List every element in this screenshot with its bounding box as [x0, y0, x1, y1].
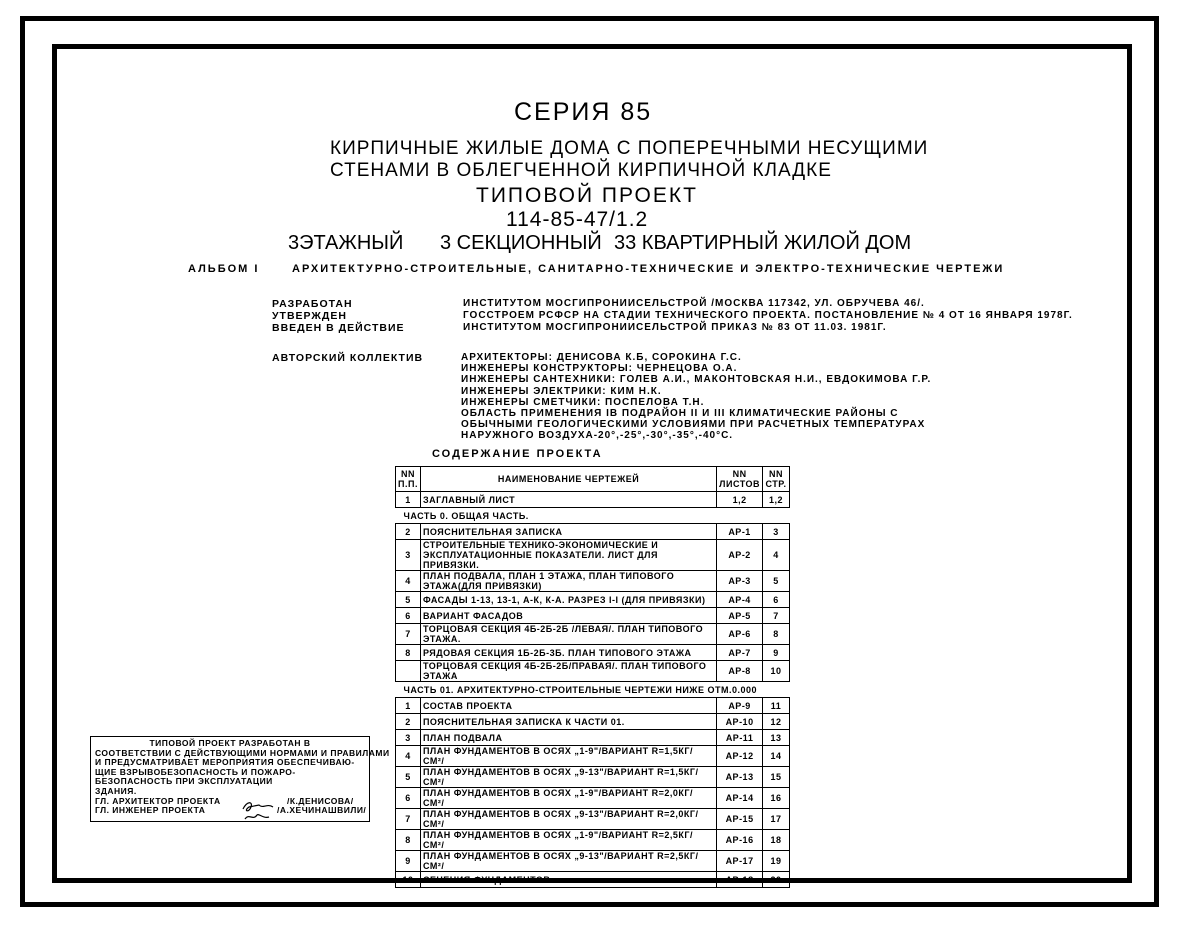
row-title: ПОЯСНИТЕЛЬНАЯ ЗАПИСКА	[420, 524, 716, 540]
album-line	[188, 263, 1004, 275]
row-sheets: АР-18	[717, 872, 763, 888]
project-number: 114-85-47/1.2	[506, 208, 649, 231]
contents-body	[396, 492, 790, 888]
row-number: 4	[396, 571, 421, 592]
section-heading: ЧАСТЬ 01. АРХИТЕКТУРНО-СТРОИТЕЛЬНЫЕ ЧЕРТЕЖИ НИЖЕ ОТМ.0.000	[396, 682, 790, 698]
row-pages: 1,2	[763, 492, 790, 508]
table-row	[396, 608, 790, 624]
row-pages: 19	[763, 851, 790, 872]
row-sheets: АР-11	[717, 730, 763, 746]
row-sheets: АР-5	[717, 608, 763, 624]
row-number: 1	[396, 492, 421, 508]
row-title: ПЛАН ПОДВАЛА	[420, 730, 716, 746]
note-line: ТИПОВОЙ ПРОЕКТ РАЗРАБОТАН В	[149, 738, 311, 748]
table-row	[396, 809, 790, 830]
table-row	[396, 571, 790, 592]
row-title: ПЛАН ПОДВАЛА, ПЛАН 1 ЭТАЖА, ПЛАН ТИПОВОГО ЭТАЖА(ДЛЯ ПРИВЯЗКИ)	[420, 571, 716, 592]
note-line: БЕЗОПАСНОСТЬ ПРИ ЭКСПЛУАТАЦИИ	[95, 776, 273, 787]
album-text: АРХИТЕКТУРНО-СТРОИТЕЛЬНЫЕ, САНИТАРНО-ТЕХНИЧЕСКИЕ И ЭЛЕКТРО-ТЕХНИЧЕСКИЕ ЧЕРТЕЖИ	[292, 263, 1005, 275]
row-sheets: АР-12	[717, 746, 763, 767]
row-title: ПЛАН ФУНДАМЕНТОВ В ОСЯХ „9-13"/ВАРИАНТ R=2,0КГ/СМ²/	[420, 809, 716, 830]
row-sheets: АР-2	[717, 540, 763, 571]
engineer-name: /А.ХЕЧИНАШВИЛИ/	[277, 805, 367, 816]
row-pages: 16	[763, 788, 790, 809]
table-row	[396, 624, 790, 645]
author-line: ИНЖЕНЕРЫ САНТЕХНИКИ: ГОЛЕВ А.И., МАКОНТОВСКАЯ Н.И., ЕВДОКИМОВА Г.Р.	[461, 374, 932, 386]
row-number: 10	[396, 872, 421, 888]
row-number: 2	[396, 524, 421, 540]
table-row	[396, 492, 790, 508]
row-number	[396, 661, 421, 682]
row-pages: 11	[763, 698, 790, 714]
house-floors: 3ЭТАЖНЫЙ	[288, 232, 404, 254]
row-pages: 7	[763, 608, 790, 624]
table-row	[396, 788, 790, 809]
row-number: 8	[396, 830, 421, 851]
row-title: ВАРИАНТ ФАСАДОВ	[420, 608, 716, 624]
series-title: СЕРИЯ 85	[514, 98, 653, 126]
table-row	[396, 592, 790, 608]
row-title: ПЛАН ФУНДАМЕНТОВ В ОСЯХ „1-9"/ВАРИАНТ R=2,0КГ/СМ²/	[420, 788, 716, 809]
row-sheets: 1,2	[717, 492, 763, 508]
row-title: ПОЯСНИТЕЛЬНАЯ ЗАПИСКА К ЧАСТИ 01.	[420, 714, 716, 730]
row-number: 4	[396, 746, 421, 767]
row-pages: 12	[763, 714, 790, 730]
row-title: ПЛАН ФУНДАМЕНТОВ В ОСЯХ „9-13"/ВАРИАНТ R=2,5КГ/СМ²/	[420, 851, 716, 872]
row-sheets: АР-14	[717, 788, 763, 809]
table-row	[396, 851, 790, 872]
info-label: РАЗРАБОТАН	[272, 298, 353, 310]
row-title: СЕЧЕНИЯ ФУНДАМЕНТОВ	[420, 872, 716, 888]
row-sheets: АР-16	[717, 830, 763, 851]
row-title: ТОРЦОВАЯ СЕКЦИЯ 4Б-2Б-2Б/ПРАВАЯ/. ПЛАН ТИПОВОГО ЭТАЖА	[420, 661, 716, 682]
row-title: ПЛАН ФУНДАМЕНТОВ В ОСЯХ „1-9"/ВАРИАНТ R=1,5КГ/СМ²/	[420, 746, 716, 767]
table-row	[396, 645, 790, 661]
row-number: 5	[396, 592, 421, 608]
table-row	[396, 661, 790, 682]
table-row	[396, 830, 790, 851]
row-pages: 17	[763, 809, 790, 830]
contents-table	[395, 466, 790, 888]
table-row	[396, 714, 790, 730]
row-sheets: АР-3	[717, 571, 763, 592]
row-number: 7	[396, 809, 421, 830]
note-line: И ПРЕДУСМАТРИВАЕТ МЕРОПРИЯТИЯ ОБЕСПЕЧИВАЮ-	[95, 757, 355, 768]
house-sections: 3 СЕКЦИОННЫЙ	[440, 232, 602, 254]
row-pages: 3	[763, 524, 790, 540]
row-number: 1	[396, 698, 421, 714]
author-line: ИНЖЕНЕРЫ СМЕТЧИКИ: ПОСПЕЛОВА Т.Н.	[461, 396, 705, 408]
note-line: ЗДАНИЯ.	[95, 785, 137, 796]
house-apartments: 33 КВАРТИРНЫЙ ЖИЛОЙ ДОМ	[614, 232, 912, 254]
table-row	[396, 682, 790, 698]
header-sheets: NN ЛИСТОВ	[717, 467, 763, 492]
engineer-line	[95, 806, 365, 816]
info-value: ИНСТИТУТОМ МОСГИПРОНИИСЕЛЬСТРОЙ ПРИКАЗ № 83 ОТ 11.03. 1981Г.	[463, 322, 887, 333]
row-number: 5	[396, 767, 421, 788]
row-pages: 20	[763, 872, 790, 888]
row-sheets: АР-10	[717, 714, 763, 730]
row-sheets: АР-13	[717, 767, 763, 788]
row-pages: 4	[763, 540, 790, 571]
row-number: 3	[396, 730, 421, 746]
table-row	[396, 872, 790, 888]
author-line: ОБЫЧНЫМИ ГЕОЛОГИЧЕСКИМИ УСЛОВИЯМИ ПРИ РАСЧЕТНЫХ ТЕМПЕРАТУРАХ	[461, 419, 926, 431]
header-title: НАИМЕНОВАНИЕ ЧЕРТЕЖЕЙ	[420, 467, 716, 492]
row-sheets: АР-9	[717, 698, 763, 714]
row-pages: 10	[763, 661, 790, 682]
table-row	[396, 508, 790, 524]
row-number: 9	[396, 851, 421, 872]
row-pages: 6	[763, 592, 790, 608]
header-pages: NN СТР.	[763, 467, 790, 492]
info-value: ГОССТРОЕМ РСФСР НА СТАДИИ ТЕХНИЧЕСКОГО ПРОЕКТА. ПОСТАНОВЛЕНИЕ № 4 ОТ 16 ЯНВАРЯ 1978Г.	[463, 310, 1073, 321]
row-number: 3	[396, 540, 421, 571]
row-sheets: АР-15	[717, 809, 763, 830]
row-sheets: АР-4	[717, 592, 763, 608]
contents-header-row	[396, 467, 790, 492]
row-sheets: АР-17	[717, 851, 763, 872]
author-line: ОБЛАСТЬ ПРИМЕНЕНИЯ IВ ПОДРАЙОН II И III КЛИМАТИЧЕСКИЕ РАЙОНЫ С	[461, 408, 899, 420]
row-number: 2	[396, 714, 421, 730]
row-sheets: АР-1	[717, 524, 763, 540]
authors-label: АВТОРСКИЙ КОЛЛЕКТИВ	[272, 352, 424, 364]
row-pages: 18	[763, 830, 790, 851]
row-title: ФАСАДЫ 1-13, 13-1, А-К, К-А. РАЗРЕЗ I-I (ДЛЯ ПРИВЯЗКИ)	[420, 592, 716, 608]
row-title: РЯДОВАЯ СЕКЦИЯ 1Б-2Б-3Б. ПЛАН ТИПОВОГО ЭТАЖА	[420, 645, 716, 661]
author-line: АРХИТЕКТОРЫ: ДЕНИСОВА К.Б, СОРОКИНА Г.С.	[461, 352, 742, 363]
section-heading: ЧАСТЬ 0. ОБЩАЯ ЧАСТЬ.	[396, 508, 790, 524]
signature-icon	[239, 799, 279, 823]
row-title: СТРОИТЕЛЬНЫЕ ТЕХНИКО-ЭКОНОМИЧЕСКИЕ И ЭКСПЛУАТАЦИОННЫЕ ПОКАЗАТЕЛИ. ЛИСТ ДЛЯ ПРИВЯЗКИ.	[420, 540, 716, 571]
album-label: АЛЬБОМ I	[188, 263, 260, 275]
compliance-note	[90, 736, 390, 822]
table-row	[396, 540, 790, 571]
row-pages: 5	[763, 571, 790, 592]
author-line: ИНЖЕНЕРЫ КОНСТРУКТОРЫ: ЧЕРНЕЦОВА О.А.	[461, 363, 738, 375]
project-label: ТИПОВОЙ ПРОЕКТ	[476, 184, 698, 207]
architect-name: /К.ДЕНИСОВА/	[287, 795, 354, 806]
info-labels	[272, 298, 405, 334]
row-sheets: АР-8	[717, 661, 763, 682]
row-title: СОСТАВ ПРОЕКТА	[420, 698, 716, 714]
authors-list	[461, 352, 931, 442]
engineer-role: ГЛ. ИНЖЕНЕР ПРОЕКТА	[95, 805, 206, 816]
row-pages: 8	[763, 624, 790, 645]
author-line: НАРУЖНОГО ВОЗДУХА-20°,-25°,-30°,-35°,-40°С.	[461, 430, 734, 442]
architect-role: ГЛ. АРХИТЕКТОР ПРОЕКТА	[95, 795, 221, 806]
row-title: ТОРЦОВАЯ СЕКЦИЯ 4Б-2Б-2Б /ЛЕВАЯ/. ПЛАН ТИПОВОГО ЭТАЖА.	[420, 624, 716, 645]
note-line: СООТВЕТСТВИИ С ДЕЙСТВУЮЩИМИ НОРМАМИ И ПРАВИЛАМИ	[95, 747, 390, 758]
table-row	[396, 698, 790, 714]
header-number: NN П.П.	[396, 467, 421, 492]
row-pages: 13	[763, 730, 790, 746]
row-number: 8	[396, 645, 421, 661]
contents-label: СОДЕРЖАНИЕ ПРОЕКТА	[432, 448, 603, 460]
row-sheets: АР-7	[717, 645, 763, 661]
row-sheets: АР-6	[717, 624, 763, 645]
table-row	[396, 524, 790, 540]
row-number: 7	[396, 624, 421, 645]
row-title: ПЛАН ФУНДАМЕНТОВ В ОСЯХ „9-13"/ВАРИАНТ R=1,5КГ/СМ²/	[420, 767, 716, 788]
author-line: ИНЖЕНЕРЫ ЭЛЕКТРИКИ: КИМ Н.К.	[461, 385, 662, 397]
info-values	[463, 298, 1073, 334]
table-row	[396, 767, 790, 788]
info-label: ВВЕДЕН В ДЕЙСТВИЕ	[272, 322, 405, 334]
title-line-1: КИРПИЧНЫЕ ЖИЛЫЕ ДОМА С ПОПЕРЕЧНЫМИ НЕСУЩИМИ	[330, 138, 929, 159]
row-pages: 9	[763, 645, 790, 661]
info-value: ИНСТИТУТОМ МОСГИПРОНИИСЕЛЬСТРОЙ /МОСКВА 117342, УЛ. ОБРУЧЕВА 46/.	[463, 298, 925, 309]
row-title: ЗАГЛАВНЫЙ ЛИСТ	[420, 492, 716, 508]
row-number: 6	[396, 788, 421, 809]
table-row	[396, 746, 790, 767]
title-line-2: СТЕНАМИ В ОБЛЕГЧЕННОЙ КИРПИЧНОЙ КЛАДКЕ	[330, 160, 832, 181]
row-pages: 14	[763, 746, 790, 767]
info-label: УТВЕРЖДЕН	[272, 310, 347, 322]
row-title: ПЛАН ФУНДАМЕНТОВ В ОСЯХ „1-9"/ВАРИАНТ R=2,5КГ/СМ²/	[420, 830, 716, 851]
note-line: ЩИЕ ВЗРЫВОБЕЗОПАСНОСТЬ И ПОЖАРО-	[95, 766, 296, 777]
table-row	[396, 730, 790, 746]
row-number: 6	[396, 608, 421, 624]
row-pages: 15	[763, 767, 790, 788]
